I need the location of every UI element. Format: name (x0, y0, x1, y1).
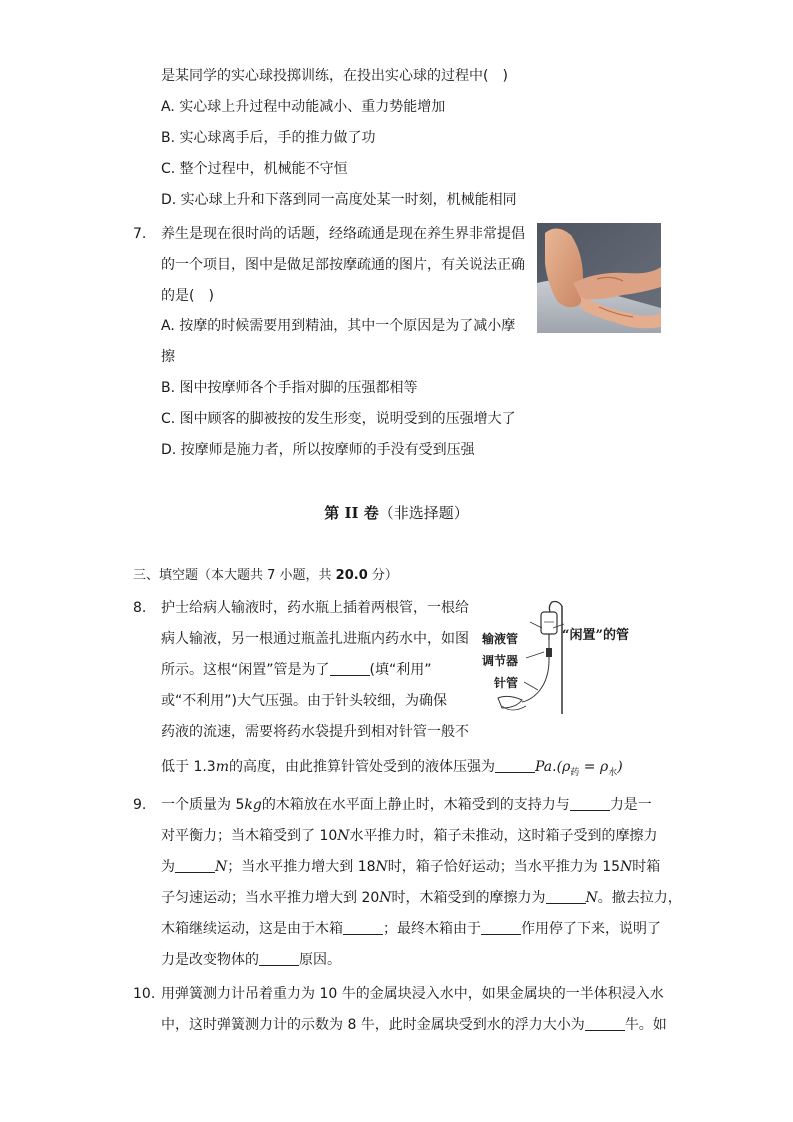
q6-option-c: C. 整个过程中，机械能不守恒 (161, 161, 348, 177)
q10-line-1: 用弹簧测力计吊着重力为 10 牛的金属块浸入水中，如果金属块的一半体积浸入水 (161, 986, 664, 1002)
q7-option-c: C. 图中顾客的脚被按的发生形变，说明受到的压强增大了 (161, 411, 516, 427)
q7-number: 7. (133, 226, 147, 242)
q7-stem-line-3: 的是( ) (161, 288, 214, 304)
q8-line-4: 或“不利用”)大气压强。由于针头较细，为确保 (161, 693, 447, 709)
label-regulator: 调节器 (482, 654, 519, 668)
q7-option-a: A. 按摩的时候需要用到精油，其中一个原因是为了减小摩 (161, 318, 516, 334)
q9-line-2: 对平衡力；当木箱受到了 10N水平推力时，箱子未推动，这时箱子受到的摩擦力 (161, 828, 658, 844)
q9-line-1: 一个质量为 5kg的木箱放在水平面上静止时，木箱受到的支持力与 力是一 (161, 797, 652, 813)
section-3-heading: 三、填空题（本大题共 7 小题，共 20.0 分） (133, 568, 398, 583)
label-idle-tube: “闲置”的管 (562, 628, 629, 643)
q9-blank-6[interactable] (259, 951, 299, 966)
q8-number: 8. (133, 600, 147, 616)
q9-line-3: 为 N；当水平推力增大到 18N时，箱子恰好运动；当水平推力为 15N时箱 (161, 859, 661, 875)
q10-line-2: 中，这时弹簧测力计的示数为 8 牛，此时金属块受到水的浮力大小为 牛。如 (161, 1017, 667, 1033)
q8-line-5: 药液的流速，需要将药水袋提升到相对针管一般不 (161, 724, 469, 740)
section-2-title: 第 II 卷（非选择题） (324, 504, 469, 522)
q9-blank-4[interactable] (343, 920, 383, 935)
label-needle: 针管 (494, 676, 519, 690)
q8-blank-2[interactable] (495, 758, 535, 773)
q6-stem-end: 是某同学的实心球投掷训练，在投出实心球的过程中( ) (161, 68, 508, 84)
q6-option-a: A. 实心球上升过程中动能减小、重力势能增加 (161, 99, 446, 115)
q7-stem-line-1: 养生是现在很时尚的话题，经络疏通是现在养生界非常提倡 (161, 226, 525, 242)
q7-option-a-cont: 擦 (161, 349, 175, 365)
q6-option-b: B. 实心球离手后，手的推力做了功 (161, 130, 376, 146)
q9-line-5: 木箱继续运动，这是由于木箱 ；最终木箱由于 作用停了下来，说明了 (161, 921, 661, 937)
q8-line-2: 病人输液，另一根通过瓶盖扎进瓶内药水中，如图 (161, 631, 469, 647)
iv-drip-figure (478, 598, 664, 718)
q7-option-b: B. 图中按摩师各个手指对脚的压强都相等 (161, 380, 418, 396)
q7-stem-line-2: 的一个项目，图中是做足部按摩疏通的图片，有关说法正确 (161, 257, 525, 273)
q6-option-d: D. 实心球上升和下落到同一高度处某一时刻，机械能相同 (161, 192, 517, 208)
q10-number: 10. (133, 986, 156, 1002)
q8-line-3: 所示。这根“闲置”管是为了 (填“利用” (161, 662, 432, 678)
q10-blank-1[interactable] (585, 1016, 625, 1031)
foot-massage-photo (537, 223, 661, 333)
q9-blank-5[interactable] (481, 920, 521, 935)
q9-line-4: 子匀速运动；当水平推力增大到 20N时，木箱受到的摩擦力为 N。撤去拉力， (161, 890, 682, 906)
q8-line-6: 低于 1.3m的高度，由此推算针管处受到的液体压强为 $Pa.(\rho_药 = \rho_水)$ (161, 759, 623, 778)
q9-blank-2[interactable] (175, 858, 215, 873)
q9-blank-3[interactable] (546, 889, 586, 904)
q9-blank-1[interactable] (570, 796, 610, 811)
q9-number: 9. (133, 797, 147, 813)
q7-option-d: D. 按摩师是施力者，所以按摩师的手没有受到压强 (161, 442, 475, 458)
q8-line-1: 护士给病人输液时，药水瓶上插着两根管，一根给 (161, 600, 469, 616)
label-infusion-tube: 输液管 (482, 632, 519, 646)
q8-blank-1[interactable] (330, 661, 370, 676)
q9-line-6: 力是改变物体的 原因。 (161, 952, 341, 968)
